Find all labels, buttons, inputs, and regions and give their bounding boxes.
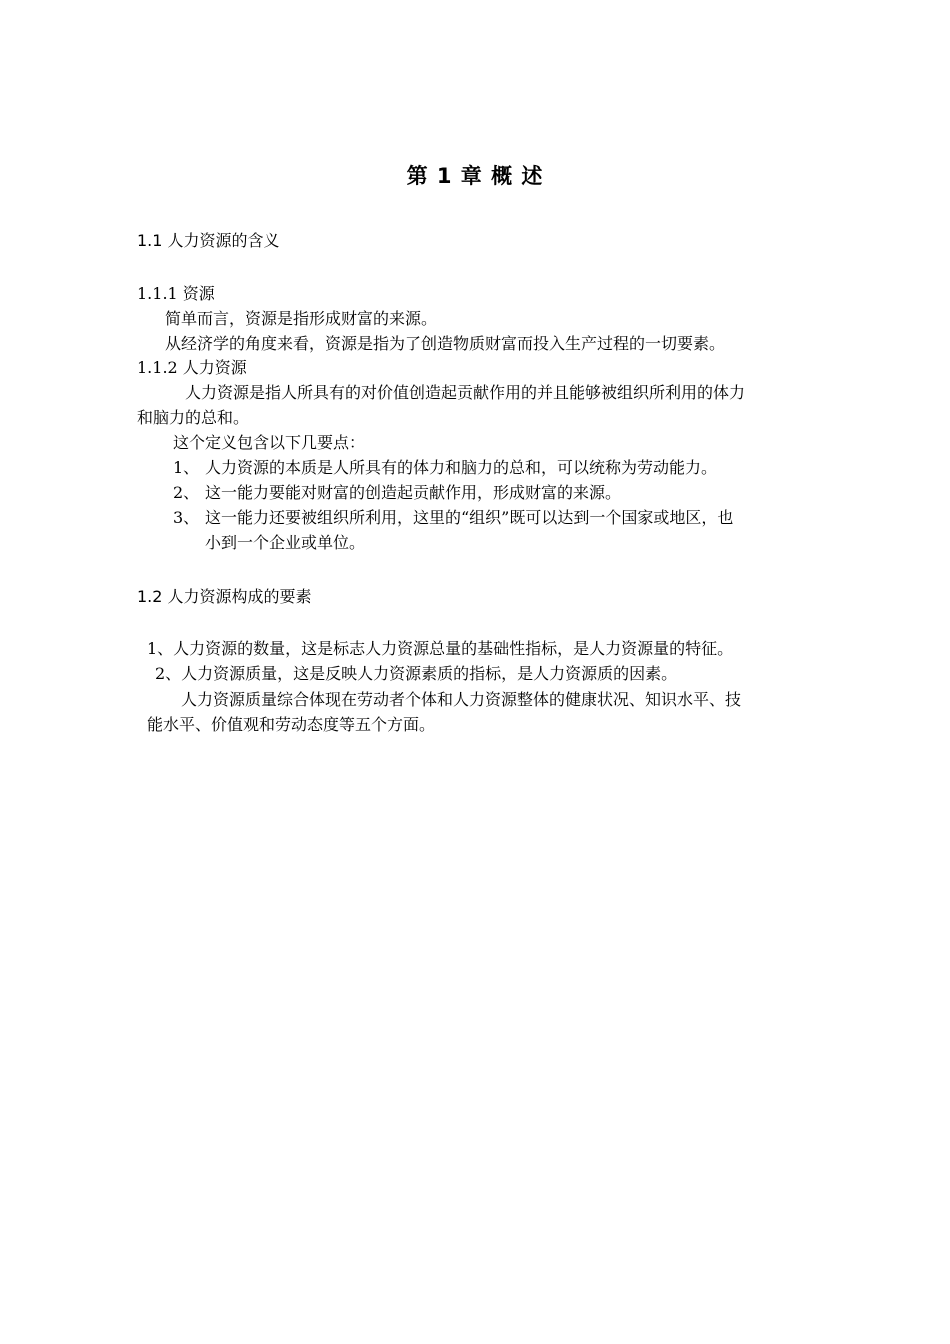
- chapter-title: 第 1 章 概 述: [406, 164, 544, 188]
- paragraph-line: 人力资源是指人所具有的对价值创造起贡献作用的并且能够被组织所利用的体力: [185, 383, 746, 402]
- section-heading-1-1: 1.1 人力资源的含义: [137, 231, 280, 250]
- paragraph: 2、人力资源质量，这是反映人力资源素质的指标，是人力资源质的因素。: [155, 664, 678, 683]
- list-item-text: 这一能力还要被组织所利用，这里的“组织”既可以达到一个国家或地区，也: [205, 508, 734, 527]
- paragraph-line: 人力资源质量综合体现在劳动者个体和人力资源整体的健康状况、知识水平、技: [181, 690, 742, 709]
- list-item-number: 3、: [173, 508, 200, 527]
- list-item-number: 1、: [173, 458, 200, 477]
- list-item-text: 这一能力要能对财富的创造起贡献作用，形成财富的来源。: [205, 483, 622, 502]
- subsection-heading-1-1-1: 1.1.1 资源: [137, 284, 215, 303]
- paragraph: 简单而言，资源是指形成财富的来源。: [165, 309, 438, 328]
- paragraph-line: 和脑力的总和。: [137, 408, 250, 427]
- list-item-text: 人力资源的本质是人所具有的体力和脑力的总和，可以统称为劳动能力。: [205, 458, 718, 477]
- paragraph-line: 能水平、价值观和劳动态度等五个方面。: [147, 715, 436, 734]
- paragraph: 1、人力资源的数量，这是标志人力资源总量的基础性指标，是人力资源量的特征。: [147, 639, 734, 658]
- paragraph: 从经济学的角度来看，资源是指为了创造物质财富而投入生产过程的一切要素。: [165, 334, 726, 353]
- paragraph: 这个定义包含以下几要点：: [173, 433, 366, 452]
- section-heading-1-2: 1.2 人力资源构成的要素: [137, 587, 312, 606]
- list-item-text-continued: 小到一个企业或单位。: [205, 533, 366, 552]
- list-item-number: 2、: [173, 483, 200, 502]
- subsection-heading-1-1-2: 1.1.2 人力资源: [137, 358, 247, 377]
